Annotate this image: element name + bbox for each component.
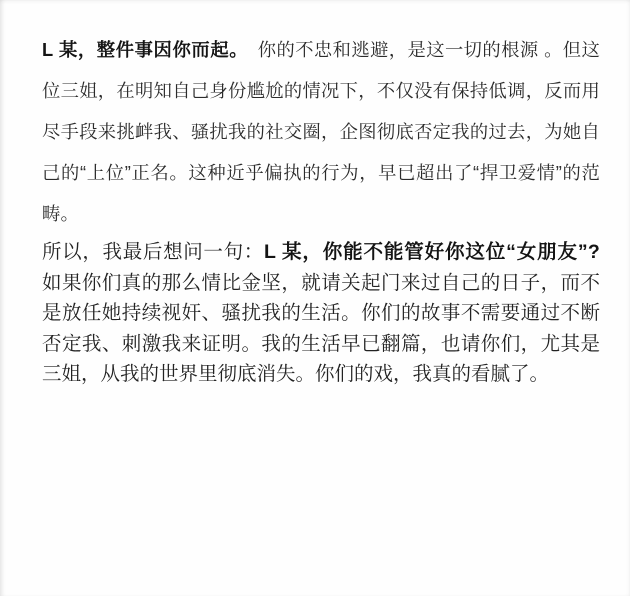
paragraph-1	[42, 29, 600, 234]
paragraph-1-text: 你的不忠和逃避，是这一切的根源 。但这位三姐，在明知自己身份尴尬的情况下，不仅没有保持低调，反而用尽手段来挑衅我、骚扰我的社交圈，企图彻底否定我的过去，为她自己的“上位”正名。这种近乎偏执的行为，早已超出了“捍卫爱情”的范畴。	[42, 39, 600, 224]
paragraph-2-text: 如果你们真的那么情比金坚，就请关起门来过自己的日子，而不是放任她持续视奸、骚扰我的生活。你们的故事不需要通过不断否定我、刺激我来证明。我的生活早已翻篇，也请你们，尤其是三姐，从我的世界里彻底消失。你们的戏，我真的看腻了。	[42, 272, 600, 385]
paragraph-2-bold-question: L 某，你能不能管好你这位“女朋友”?	[263, 241, 600, 263]
lead-gap	[239, 39, 258, 60]
paragraph-2-lead: 所以，我最后想问一句：	[42, 242, 264, 263]
paragraph-2	[42, 237, 600, 391]
paragraph-1-bold-lead: L 某，整件事因你而起。	[42, 39, 240, 60]
